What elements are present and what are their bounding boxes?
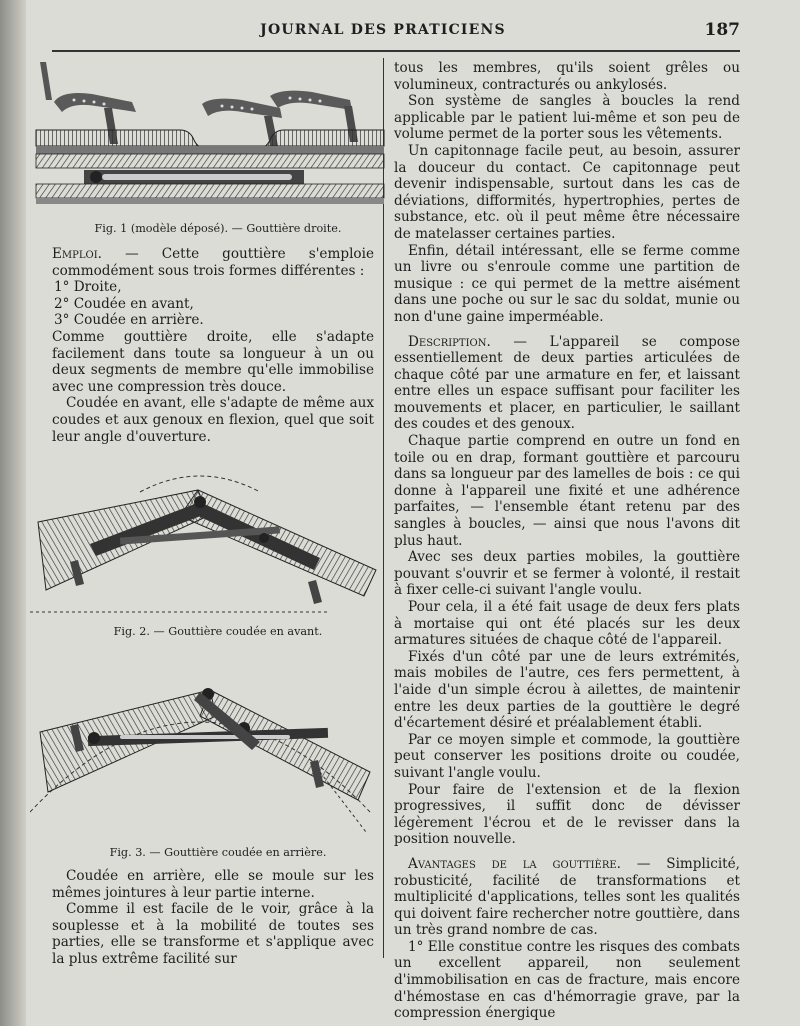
description-heading: Description. (408, 333, 491, 350)
paragraph: Un capitonnage facile peut, au besoin, assurer la douceur du contact. Ce capitonnage peut devenir indispensable, surtout dans les cas de déviations, difformités, hypertrophies, pertes de substance, etc. où il peut même être nécessaire de matelasser certaines parties. (394, 142, 740, 242)
advantages-text: — Simplicité, robusticité, facilité de transformations et multiplicité d'applications, telles sont les qualités qui doivent faire rechercher notre gouttière, dans un très grand nombre de cas. (394, 855, 740, 939)
description-paragraph (394, 334, 740, 434)
list-item: 3° Coudée en arrière. (54, 312, 204, 329)
emploi-text: — Cette gouttière s'emploie commodément sous trois formes différentes : (52, 246, 374, 279)
paragraph: Par ce moyen simple et commode, la gouttière peut conserver les positions droite ou coudée, suivant l'angle voulu. (394, 731, 740, 781)
running-header (26, 18, 740, 42)
left-column-bottom (52, 868, 374, 968)
paragraph: Pour faire de l'extension et de la flexion progressives, il suffit donc de dévisser légèrement l'écrou et de le revisser dans la position nouvelle. (394, 781, 740, 848)
emploi-paragraph (52, 246, 374, 279)
binding-gutter (0, 0, 26, 1026)
figure-1-straight-splint (32, 60, 388, 210)
paragraph: Son système de sangles à boucles la rend applicable par le patient lui-même et son peu de volume permet de la porter sous les vêtements. (394, 93, 740, 143)
page-number: 187 (704, 20, 740, 40)
list-item: 2° Coudée en avant, (54, 295, 194, 312)
right-column (394, 60, 740, 1022)
figure-2-forward-splint (30, 462, 386, 622)
paragraph: tous les membres, qu'ils soient grêles ou volumineux, contracturés ou ankylosés. (394, 60, 740, 93)
paragraph: Comme gouttière droite, elle s'adapte facilement dans toute sa longueur à un ou deux segments de membre qu'elle immobilise avec une compression très douce. (52, 328, 374, 395)
left-column-top (52, 246, 374, 445)
list-item: 1° Droite, (54, 279, 122, 296)
paragraph: Fixés d'un côté par une de leurs extrémités, mais mobiles de l'autre, ces fers permettent, à l'aide d'un simple écrou à ailettes, de maintenir entre les deux parties de la gouttière le degré d'écartement désiré et préalablement établi. (394, 648, 740, 732)
emploi-heading: Emploi. (52, 246, 103, 262)
figure-3-caption: Fig. 3. — Gouttière coudée en arrière. (109, 846, 327, 859)
paragraph: Avec ses deux parties mobiles, la gouttière pouvant s'ouvrir et se fermer à volonté, il restait à fixer celle-ci suivant l'angle voulu. (394, 549, 740, 599)
description-text: — L'appareil se compose essentiellement de deux parties articulées de chaque côté par une armature en fer, et laissant entre elles un espace suffisant pour faciliter les mouvements et placer, en particulier, le saillant des coudes et des genoux. (394, 333, 740, 433)
advantages-paragraph (394, 856, 740, 939)
paragraph: Comme il est facile de le voir, grâce à la souplesse et à la mobilité de toutes ses parties, elle se transforme et s'applique avec la plus extrême facilité sur (52, 901, 374, 967)
paragraph: Pour cela, il a été fait usage de deux fers plats à mortaise qui ont été placés sur les deux armatures situées de chaque côté de l'appareil. (394, 599, 740, 649)
paragraph: Chaque partie comprend en outre un fond en toile ou en drap, formant gouttière et parcouru dans sa longueur par des lamelles de bois : ce qui donne à l'appareil une fixité et une adhérence parfaites, — l'ensemble étant retenu par des sangles à boucles, — ainsi que nous l'avons dit plus haut. (394, 433, 740, 549)
paragraph: Enfin, détail intéressant, elle se ferme comme un livre ou s'enroule comme une partition de musique : ce qui permet de la mettre aisément dans une poche ou sur le sac du soldat, munie ou non d'une gaine imperméable. (394, 242, 740, 325)
figure-1-caption: Fig. 1 (modèle déposé). — Gouttière droite. (94, 222, 342, 235)
journal-title: JOURNAL DES PRATICIENS (260, 22, 506, 38)
advantages-heading: Avantages de la gouttière. (408, 855, 622, 872)
paragraph: Coudée en arrière, elle se moule sur les mêmes jointures à leur partie interne. (52, 868, 374, 901)
paragraph: 1° Elle constitue contre les risques des combats un excellent appareil, non seulement d'immobilisation en cas de fracture, mais encore d'hémostase en cas d'hémorragie grave, par la compression énergique (394, 938, 740, 1022)
paragraph: Coudée en avant, elle s'adapte de même aux coudes et aux genoux en flexion, quel que soit leur angle d'ouverture. (52, 395, 374, 445)
header-rule (52, 50, 740, 52)
figure-2-caption: Fig. 2. — Gouttière coudée en avant. (113, 625, 323, 638)
figure-3-backward-splint (30, 672, 386, 838)
